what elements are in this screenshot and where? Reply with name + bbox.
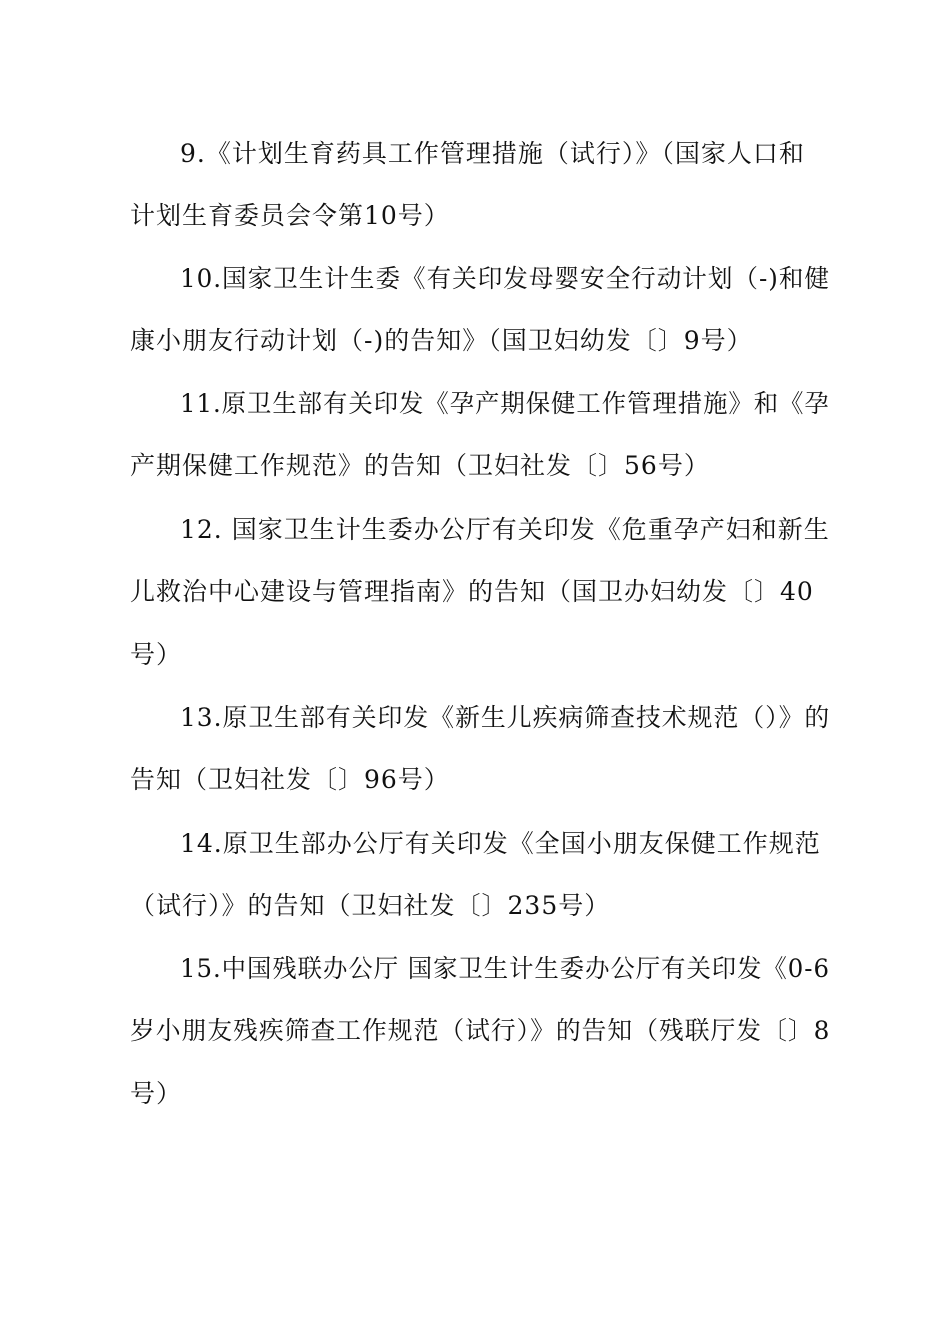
- item-10-line-2: 康小朋友行动计划（-)的告知》（国卫妇幼发〔〕9号）: [130, 326, 753, 355]
- item-11-line-2: 产期保健工作规范》的告知（卫妇社发〔〕56号）: [130, 451, 710, 480]
- item-10-line-1: 10.国家卫生计生委《有关印发母婴安全行动计划（-)和健: [180, 264, 830, 293]
- item-12-line-1: 12. 国家卫生计生委办公厅有关印发《危重孕产妇和新生: [180, 515, 830, 544]
- item-13-line-1: 13.原卫生部有关印发《新生儿疾病筛查技术规范（）》的: [180, 703, 831, 732]
- item-15-line-1: 15.中国残联办公厅 国家卫生计生委办公厅有关印发《0-6: [180, 954, 830, 983]
- item-15-line-3: 号）: [130, 1079, 183, 1108]
- item-13-line-2: 告知（卫妇社发〔〕96号）: [130, 765, 450, 794]
- item-9-line-1: 9.《计划生育药具工作管理措施（试行）》（国家人口和: [180, 139, 805, 168]
- item-11-line-1: 11.原卫生部有关印发《孕产期保健工作管理措施》和《孕: [180, 389, 830, 418]
- item-12-line-3: 号）: [130, 640, 183, 669]
- item-14-line-1: 14.原卫生部办公厅有关印发《全国小朋友保健工作规范: [180, 829, 821, 858]
- item-12-line-2: 儿救治中心建设与管理指南》的告知（国卫办妇幼发〔〕40: [130, 577, 814, 606]
- item-9-line-2: 计划生育委员会令第10号）: [130, 201, 450, 230]
- item-15-line-2: 岁小朋友残疾筛查工作规范（试行）》的告知（残联厅发〔〕8: [130, 1016, 831, 1045]
- item-14-line-2: （试行）》的告知（卫妇社发〔〕235号）: [130, 891, 611, 920]
